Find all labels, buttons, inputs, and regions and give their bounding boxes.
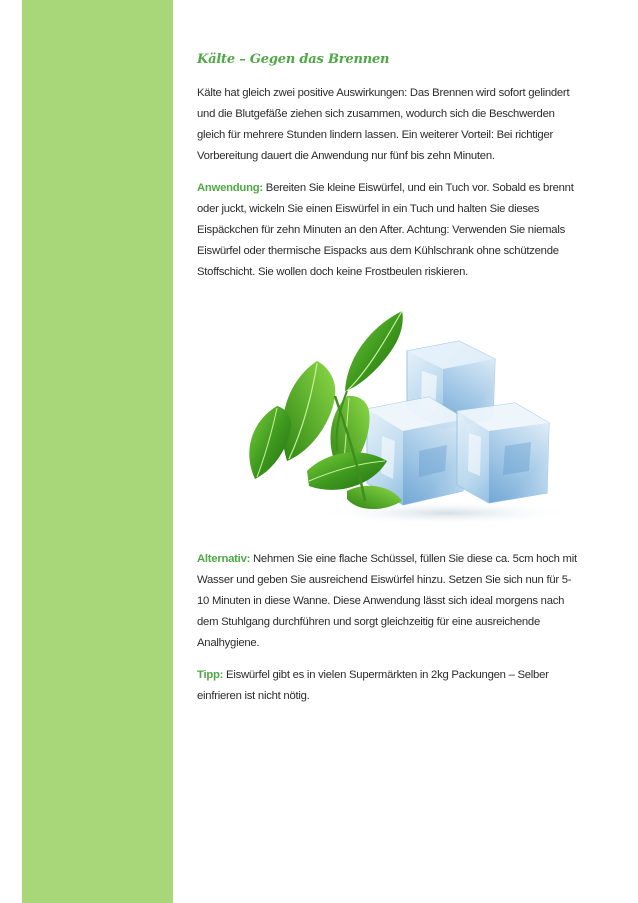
- intro-paragraph: Kälte hat gleich zwei positive Auswirkungen: Das Brennen wird sofort gelindert und die Blutgefäße ziehen sich zusammen, wodurch sich die Beschwerden gleich für mehrere Stunden lindern lassen. Ein weiterer Vorteil: Bei richtiger Vorbereitung dauert die Anwendung nur fünf bis zehn Minuten.: [197, 87, 570, 162]
- mint-ice-illustration: [197, 301, 567, 531]
- alternativ-paragraph: [197, 549, 577, 654]
- tipp-text: Eiswürfel gibt es in vielen Supermärkten in 2kg Packungen – Selber einfrieren ist nicht nötig.: [197, 669, 549, 702]
- tipp-paragraph: [197, 665, 577, 707]
- anwendung-paragraph: [197, 178, 577, 283]
- alternativ-text: Nehmen Sie eine flache Schüssel, füllen Sie diese ca. 5cm hoch mit Wasser und geben Sie ausreichend Eiswürfel hinzu. Setzen Sie sich nun für 5-10 Minuten in diese Wanne. Diese Anwendung lässt sich ideal morgens nach dem Stuhlgang durchführen und sorgt gleichzeitig für eine ausreichende Analhygiene.: [197, 553, 577, 649]
- main-content: [197, 52, 577, 718]
- alternativ-label: Alternativ:: [197, 553, 251, 565]
- ice-cube-right: [457, 403, 549, 503]
- anwendung-text: Bereiten Sie kleine Eiswürfel, und ein Tuch vor. Sobald es brennt oder juckt, wickeln Sie einen Eiswürfel in ein Tuch und halten Sie dieses Eispäckchen für zehn Minuten an den After. Achtung: Verwenden Sie niemals Eiswürfel oder thermische Eispacks aus dem Kühlschrank ohne schützende Stoffschicht. Sie wollen doch keine Frostbeulen riskieren.: [197, 182, 574, 278]
- mint-ice-image: [197, 301, 567, 531]
- page-title: Kälte – Gegen das Brennen: [197, 52, 390, 67]
- anwendung-label: Anwendung:: [197, 182, 263, 194]
- sidebar-decoration: [22, 0, 173, 903]
- tipp-label: Tipp:: [197, 669, 224, 681]
